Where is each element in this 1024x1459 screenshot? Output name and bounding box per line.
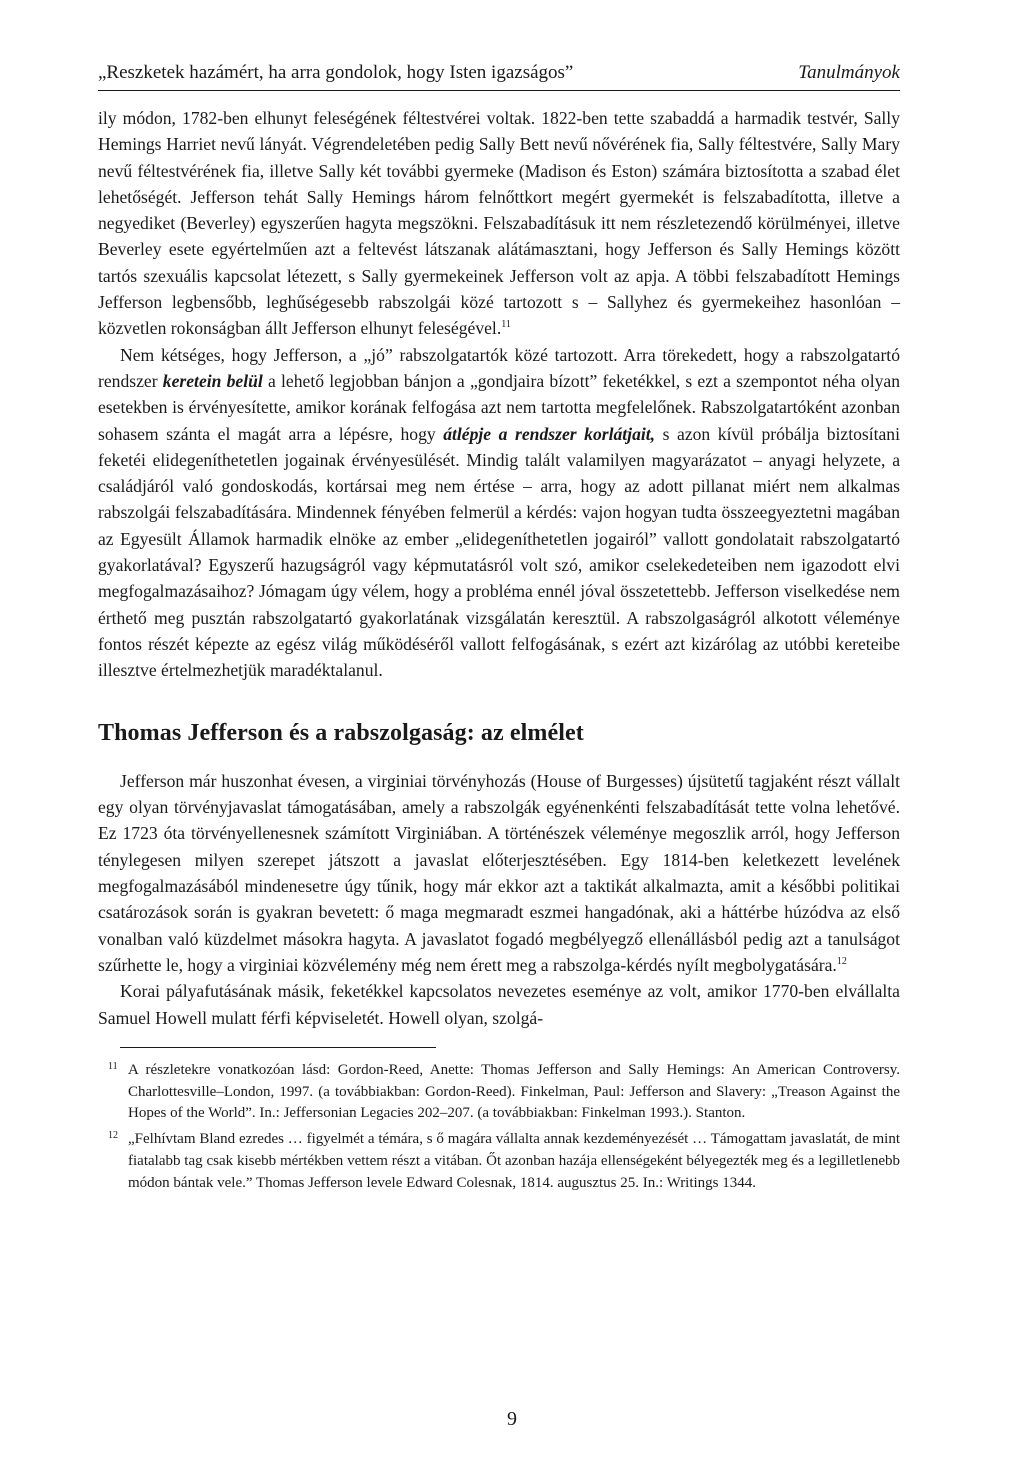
paragraph-2-text-a: Nem kétséges, hogy Jefferson, a „jó” rabszolgatartók közé tartozott. Arra törekedett, hogy a rabszolgatartó rendszer [98, 344, 900, 391]
paragraph-1-text: ily módon, 1782-ben elhunyt feleségének féltestvérei voltak. 1822-ben tette szabaddá a harmadik testvér, Sally Hemings Harriet nevű lányát. Végrendeletében pedig Sally Bett nevű nővérének fia, Sally féltestvére, Sally Mary nevű féltestvérének fia, illetve Sally két további gyermeke (Madison és Eston) számára biztosította a szabad élet lehetőségét. Jefferson tehát Sally Hemings három felnőttkort megért gyermekét is felszabadította, illetve a negyediket (Beverley) egyszerűen hagyta megszökni. Felszabadításuk itt nem részletezendő körülményei, illetve Beverley esete egyértelműen azt a feltevést látszanak alátámasztani, hogy Jefferson és Sally Hemings között tartós szexuális kapcsolat létezett, s Sally gyermekeinek Jefferson volt az apja. A többi felszabadított Hemings Jefferson legbensőbb, leghűségesebb rabszolgái közé tartozott s – Sallyhez és gyermekeihez hasonlóan – közvetlen rokonságban állt Jefferson elhunyt feleségével. [98, 108, 900, 339]
footnote-mark: 11 [108, 1060, 118, 1072]
section-label: Tanulmányok [798, 62, 900, 83]
paragraph-4-text: Korai pályafutásának másik, feketékkel kapcsolatos nevezetes eseménye az volt, amikor 1770-ben elvállalta Samuel Howell mulatt férfi képviseletét. Howell olyan, szolgá- [98, 981, 900, 1028]
paragraph-3-text: Jefferson már huszonhat évesen, a virginiai törvényhozás (House of Burgesses) újsütetű tagjaként részt vállalt egy olyan törvényjavaslat támogatásában, amely a rabszolgák egyénenkénti felszabadítását tette volna lehetővé. Ez 1723 óta törvényellenesnek számított Virginiában. A történészek véleménye megoszlik arról, hogy Jefferson ténylegesen milyen szerepet játszott a javaslat előterjesztésében. Egy 1814-ben keletkezett levelének megfogalmazásából mindenesetre úgy tűnik, hogy már ekkor azt a taktikát alkalmazta, amit a későbbi politikai csatározások során is gyakran bevetett: ő maga megmaradt eszmei hangadónak, aki a háttérbe húzódva az első vonalban való küzdelmet másokra hagyta. A javaslatot fogadó megbélyegző ellenállásból pedig azt a tanulságot szűrhette le, hogy a virginiai közvélemény még nem érett meg a rabszolga-kérdés nyílt megbolygatására. [98, 770, 900, 975]
paragraph-2-text-b: a lehető legjobban bánjon a „gondjaira bízott” feketékkel, s ezt a szempontot néha olyan esetekben is érvényesítette, amikor korának felfogása azt nem tartotta megfelelőnek. Rabszolgatartóként azonban sohasem szánta el magát arra a lépésre, hogy [98, 370, 900, 444]
section-heading: Thomas Jefferson és a rabszolgaság: az elmélet [98, 719, 584, 746]
footnote-ref-11[interactable]: 11 [501, 319, 511, 331]
footnote-text: A részletekre vonatkozóan lásd: Gordon-Reed, Anette: Thomas Jefferson and Sally Hemings: An American Controversy. Charlottesville–London, 1997. (a továbbiakban: Gordon-Reed). Finkelman, Paul: Jefferson and Slavery: „Treason Against the Hopes of the World”. In.: Jeffersonian Legacies 202–207. (a továbbiakban: Finkelman 1993.). Stanton. [128, 1061, 900, 1122]
emphasis-rendszer-korlatjait: átlépje a rendszer korlátjait, [443, 423, 656, 444]
footnotes [98, 1060, 900, 1195]
paragraph-3 [98, 768, 900, 978]
footnote-text: „Felhívtam Bland ezredes … figyelmét a témára, s ő magára vállalta annak kezdeményezését … Támogattam javaslatát, de mint fiatalabb tag csak kisebb mértékben vettem részt a vitában. Őt azonban hazája ellenségeként bélyegezték meg és a legilletlenebb módon bántak vele.” Thomas Jefferson levele Edward Colesnak, 1814. augusztus 25. In.: Writings 1344. [128, 1131, 900, 1191]
footnote-11 [98, 1060, 900, 1125]
footnote-12 [98, 1129, 900, 1194]
running-title: „Reszketek hazámért, ha arra gondolok, hogy Isten igazságos” [98, 62, 574, 83]
paragraph-2-text-c: s azon kívül próbálja biztosítani feketéi elidegeníthetetlen jogainak érvényesülését. Mindig talált valamilyen magyarázatot – anyagi helyzete, a családjáról való gondoskodás, kortársai meg nem értése – arra, hogy az adott pillanat miért nem alkalmas rabszolgái felszabadítására. Mindennek fényében felmerül a kérdés: vajon hogyan tudta összeegyeztetni magában az Egyesült Államok harmadik elnöke az ember „elidegeníthetetlen jogairól” vallott gondolatait rabszolgatartó gyakorlatával? Egyszerű hazugságról vagy képmutatásról volt szó, amikor cselekedeteiben nem igazodott elvi megfogalmazásaihoz? Jómagam úgy vélem, hogy a probléma ennél jóval összetettebb. Jefferson viselkedése nem érthető meg pusztán rabszolgatartó gyakorlatának vizsgálatán keresztül. A rabszolgaságról alkotott véleménye fontos részét képezte az egész világ működéséről vallott felfogásának, s ezért azt kizárólag az utóbbi kereteibe illesztve értelmezhetjük maradéktalanul. [98, 423, 900, 681]
body-text [98, 105, 900, 1031]
page [98, 62, 900, 1199]
footnote-mark: 12 [108, 1130, 118, 1142]
paragraph-4 [98, 978, 900, 1031]
footnote-divider [120, 1047, 436, 1048]
paragraph-2 [98, 342, 900, 684]
page-number: 9 [507, 1408, 517, 1430]
emphasis-keretein-belul: keretein belül [162, 370, 263, 391]
footnote-ref-12[interactable]: 12 [836, 956, 847, 968]
running-header [98, 62, 900, 91]
paragraph-1 [98, 105, 900, 342]
